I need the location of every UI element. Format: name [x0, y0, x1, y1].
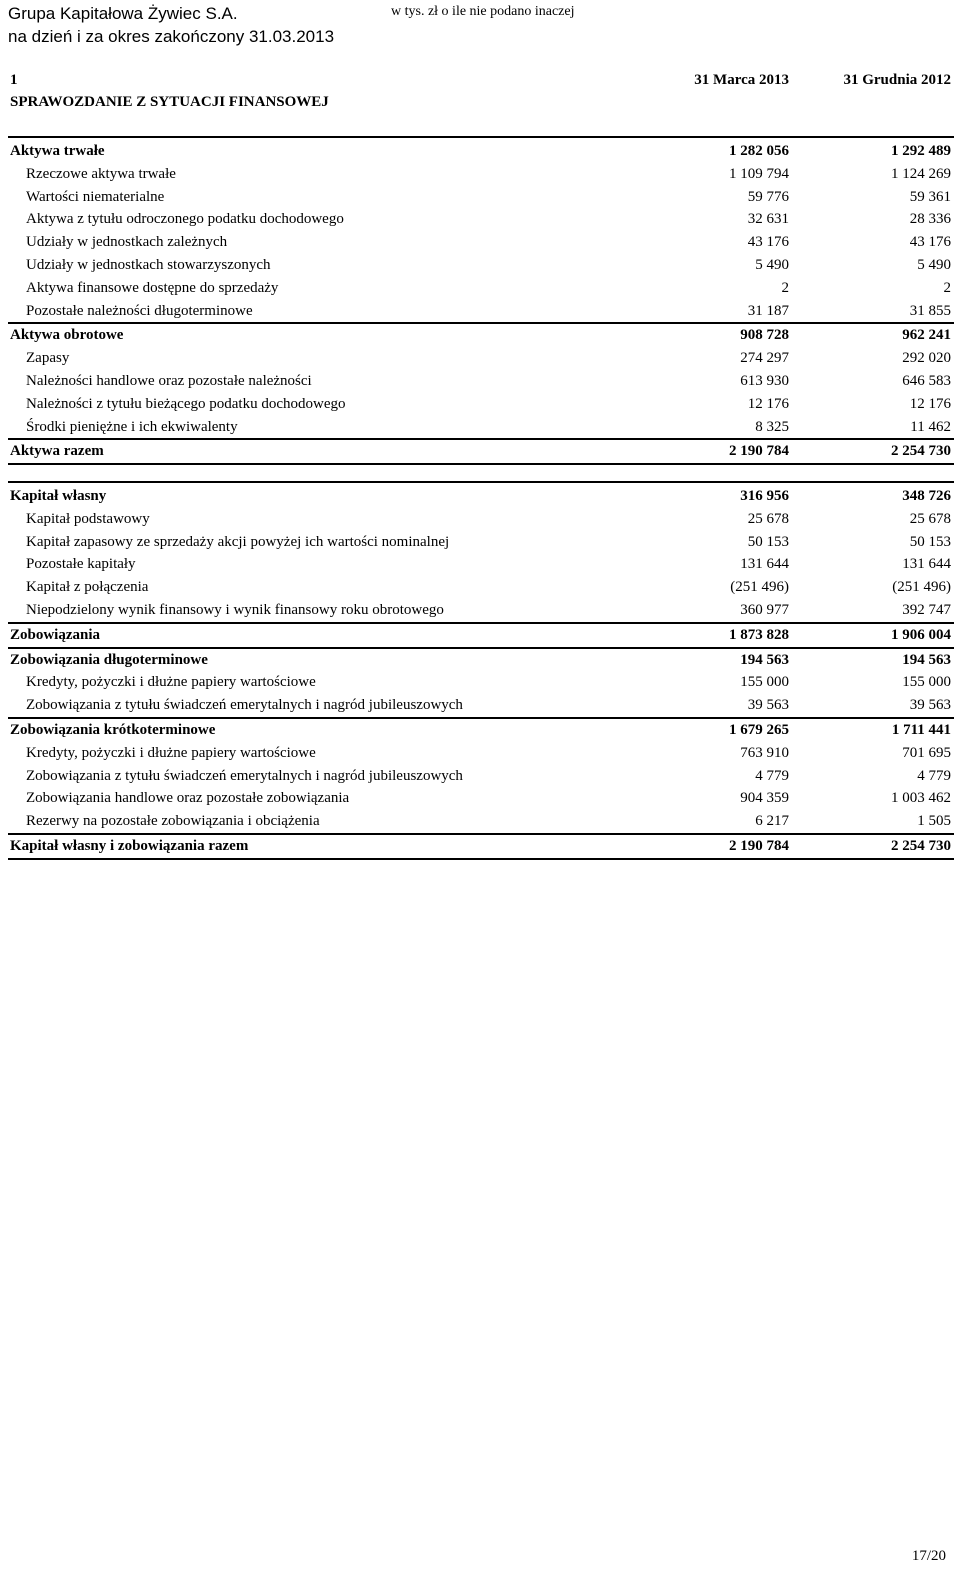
- statement-number: 1: [10, 72, 18, 88]
- value-prior: 1 906 004: [891, 626, 951, 643]
- table-row: [8, 277, 954, 300]
- value-current: 274 297: [740, 350, 789, 367]
- value-prior: 50 153: [909, 533, 951, 550]
- value-prior: 962 241: [902, 327, 951, 344]
- table-row-grand-total: [8, 438, 954, 465]
- value-current: 50 153: [747, 533, 789, 550]
- value-prior: 1 505: [917, 813, 951, 830]
- row-label: Zobowiązania handlowe oraz pozostałe zobowiązania: [26, 790, 350, 807]
- row-label: Aktywa razem: [10, 443, 104, 460]
- table-row-total: [8, 647, 954, 672]
- row-label: Środki pieniężne i ich ekwiwalenty: [26, 418, 238, 435]
- value-current: 1 109 794: [729, 165, 789, 182]
- value-prior: 1 292 489: [891, 143, 951, 159]
- value-current: 59 776: [747, 188, 789, 205]
- value-current: 2 190 784: [729, 837, 789, 854]
- table-row: [8, 553, 954, 576]
- table-row: [8, 576, 954, 599]
- value-prior: 25 678: [909, 510, 951, 527]
- value-current: 1 282 056: [729, 143, 789, 159]
- table-row: [8, 300, 954, 323]
- row-label: Pozostałe kapitały: [26, 556, 136, 573]
- value-current: 360 977: [740, 601, 789, 618]
- value-prior: (251 496): [892, 579, 951, 596]
- value-prior: 2 254 730: [891, 837, 951, 854]
- value-prior: 12 176: [909, 395, 951, 412]
- value-prior: 43 176: [909, 234, 951, 251]
- row-label: Zobowiązania z tytułu świadczeń emerytalnych i nagród jubileuszowych: [26, 697, 463, 714]
- value-prior: 646 583: [902, 372, 951, 389]
- value-prior: 4 779: [917, 767, 951, 784]
- value-prior: 348 726: [902, 488, 951, 504]
- row-label: Udziały w jednostkach stowarzyszonych: [26, 256, 271, 273]
- value-prior: 28 336: [909, 211, 951, 228]
- value-prior: 1 711 441: [891, 721, 951, 738]
- value-current: 613 930: [740, 372, 789, 389]
- row-label: Kapitał własny i zobowiązania razem: [10, 837, 249, 854]
- row-label: Rzeczowe aktywa trwałe: [26, 165, 176, 182]
- table-row: [8, 393, 954, 416]
- value-prior: 701 695: [902, 744, 951, 761]
- value-current: 4 779: [755, 767, 789, 784]
- units-note: w tys. zł o ile nie podano inaczej: [391, 4, 575, 19]
- table-row-total: [8, 322, 954, 347]
- value-current: 2 190 784: [729, 443, 789, 460]
- row-label: Niepodzielony wynik finansowy i wynik finansowy roku obrotowego: [26, 601, 444, 618]
- value-current: (251 496): [730, 579, 789, 596]
- row-label: Udziały w jednostkach zależnych: [26, 234, 228, 251]
- row-label: Aktywa finansowe dostępne do sprzedaży: [26, 279, 279, 296]
- table-row: [8, 742, 954, 765]
- value-prior: 392 747: [902, 601, 951, 618]
- value-current: 155 000: [740, 674, 789, 691]
- value-prior: 59 361: [909, 188, 951, 205]
- equity-liabilities-table: [8, 481, 954, 860]
- table-row: [8, 254, 954, 277]
- row-label: Aktywa z tytułu odroczonego podatku dochodowego: [26, 211, 344, 228]
- table-row: [8, 531, 954, 554]
- value-current: 39 563: [747, 697, 789, 714]
- row-label: Aktywa obrotowe: [10, 327, 124, 344]
- table-row: [8, 347, 954, 370]
- value-current: 6 217: [755, 813, 789, 830]
- statement-title: SPRAWOZDANIE Z SYTUACJI FINANSOWEJ: [10, 94, 329, 110]
- table-row-total: [8, 622, 954, 647]
- row-label: Kapitał z połączenia: [26, 579, 149, 596]
- assets-table: [8, 136, 954, 465]
- row-label: Zobowiązania: [10, 626, 101, 643]
- value-prior: 1 124 269: [891, 165, 951, 182]
- value-prior: 1 003 462: [891, 790, 951, 807]
- table-row-grand-total: [8, 833, 954, 860]
- row-label: Zobowiązania z tytułu świadczeń emerytalnych i nagród jubileuszowych: [26, 767, 463, 784]
- value-prior: 131 644: [902, 556, 951, 573]
- value-current: 25 678: [747, 510, 789, 527]
- value-current: 904 359: [740, 790, 789, 807]
- value-prior: 39 563: [909, 697, 951, 714]
- row-label: Kapitał podstawowy: [26, 510, 150, 527]
- table-row: [8, 671, 954, 694]
- value-prior: 194 563: [902, 651, 951, 668]
- value-current: 8 325: [755, 418, 789, 435]
- value-current: 12 176: [747, 395, 789, 412]
- value-current: 131 644: [740, 556, 789, 573]
- row-label: Wartości niematerialne: [26, 188, 165, 205]
- row-label: Zapasy: [26, 350, 70, 367]
- table-row-total: [8, 717, 954, 742]
- value-current: 32 631: [747, 211, 789, 228]
- value-current: 316 956: [740, 488, 789, 504]
- company-name: Grupa Kapitałowa Żywiec S.A.: [8, 4, 238, 23]
- value-prior: 5 490: [917, 256, 951, 273]
- value-prior: 2: [943, 279, 951, 296]
- row-label: Należności handlowe oraz pozostałe należności: [26, 372, 312, 389]
- value-current: 1 679 265: [729, 721, 789, 738]
- value-current: 2: [781, 279, 789, 296]
- row-label: Pozostałe należności długoterminowe: [26, 302, 253, 319]
- value-current: 194 563: [740, 651, 789, 668]
- table-row: [8, 208, 954, 231]
- row-label: Aktywa trwałe: [10, 143, 105, 159]
- value-current: 908 728: [740, 327, 789, 344]
- row-label: Należności z tytułu bieżącego podatku dochodowego: [26, 395, 346, 412]
- table-row-total: [8, 485, 954, 508]
- value-prior: 155 000: [902, 674, 951, 691]
- table-row: [8, 508, 954, 531]
- row-label: Kredyty, pożyczki i dłużne papiery wartościowe: [26, 744, 316, 761]
- table-row: [8, 694, 954, 717]
- table-row: [8, 765, 954, 788]
- table-row-total: [8, 140, 954, 163]
- value-prior: 31 855: [909, 302, 951, 319]
- value-current: 1 873 828: [729, 626, 789, 643]
- column-header-current: 31 Marca 2013: [694, 72, 789, 88]
- report-period: na dzień i za okres zakończony 31.03.2013: [8, 27, 335, 46]
- page-number: 17/20: [911, 1548, 946, 1564]
- column-header-prior: 31 Grudnia 2012: [843, 72, 951, 88]
- value-prior: 11 462: [910, 418, 951, 435]
- table-row: [8, 231, 954, 254]
- table-row: [8, 370, 954, 393]
- row-label: Rezerwy na pozostałe zobowiązania i obciążenia: [26, 813, 320, 830]
- table-row: [8, 163, 954, 186]
- table-row: [8, 787, 954, 810]
- table-row: [8, 186, 954, 209]
- value-current: 31 187: [747, 302, 789, 319]
- value-current: 5 490: [755, 256, 789, 273]
- row-label: Kredyty, pożyczki i dłużne papiery wartościowe: [26, 674, 316, 691]
- value-prior: 2 254 730: [891, 443, 951, 460]
- value-current: 763 910: [740, 744, 789, 761]
- table-row: [8, 599, 954, 622]
- row-label: Kapitał zapasowy ze sprzedaży akcji powyżej ich wartości nominalnej: [26, 533, 450, 550]
- table-row: [8, 810, 954, 833]
- row-label: Zobowiązania długoterminowe: [10, 651, 208, 668]
- value-current: 43 176: [747, 234, 789, 251]
- row-label: Kapitał własny: [10, 488, 107, 504]
- value-prior: 292 020: [902, 350, 951, 367]
- table-row: [8, 416, 954, 439]
- row-label: Zobowiązania krótkoterminowe: [10, 721, 216, 738]
